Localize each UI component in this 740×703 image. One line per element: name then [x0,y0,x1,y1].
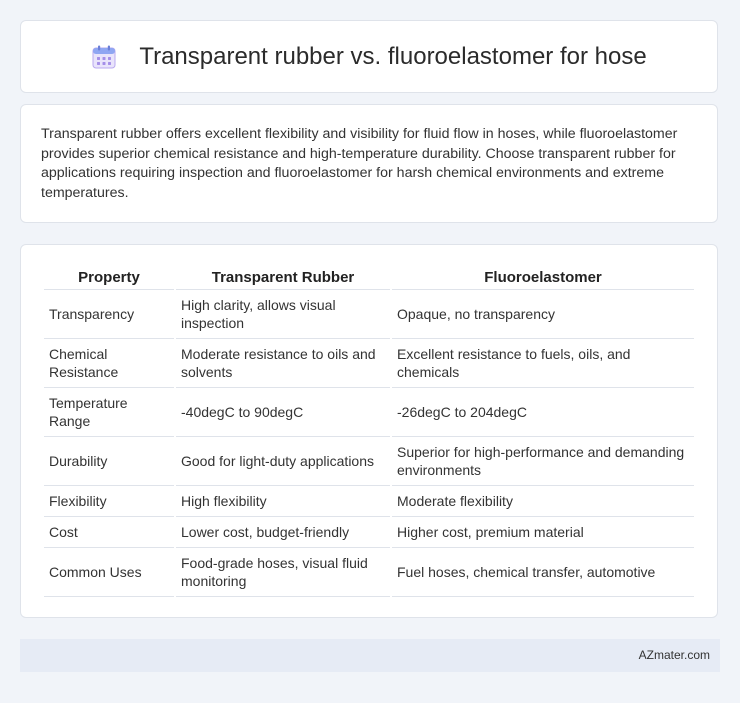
footer-brand: AZmater.com [638,648,710,662]
row-property: Temperature Range [44,388,174,437]
comparison-table-card [20,244,718,618]
header-transparent-rubber: Transparent Rubber [176,265,390,290]
table-row [44,388,694,437]
footer-bar [20,639,720,672]
table-row [44,517,694,548]
row-property: Durability [44,437,174,486]
title-card [20,20,718,93]
calendar-icon [91,44,117,70]
row-transparent-rubber: Good for light-duty applications [176,437,390,486]
row-transparent-rubber: Food-grade hoses, visual fluid monitoring [176,548,390,597]
row-property: Flexibility [44,486,174,517]
row-fluoroelastomer: -26degC to 204degC [392,388,694,437]
row-fluoroelastomer: Higher cost, premium material [392,517,694,548]
row-property: Common Uses [44,548,174,597]
table-row [44,339,694,388]
table-row [44,290,694,339]
row-property: Transparency [44,290,174,339]
row-transparent-rubber: Lower cost, budget-friendly [176,517,390,548]
header-fluoroelastomer: Fluoroelastomer [392,265,694,290]
page-title: Transparent rubber vs. fluoroelastomer for hose [139,42,647,70]
row-transparent-rubber: Moderate resistance to oils and solvents [176,339,390,388]
summary-card [20,104,718,223]
row-fluoroelastomer: Opaque, no transparency [392,290,694,339]
comparison-table [42,265,696,597]
row-fluoroelastomer: Fuel hoses, chemical transfer, automotive [392,548,694,597]
row-property: Chemical Resistance [44,339,174,388]
row-transparent-rubber: -40degC to 90degC [176,388,390,437]
table-row [44,437,694,486]
header-property: Property [44,265,174,290]
table-header-row [44,265,694,290]
row-property: Cost [44,517,174,548]
row-fluoroelastomer: Superior for high-performance and demanding environments [392,437,694,486]
table-row [44,486,694,517]
row-transparent-rubber: High flexibility [176,486,390,517]
row-fluoroelastomer: Moderate flexibility [392,486,694,517]
row-transparent-rubber: High clarity, allows visual inspection [176,290,390,339]
table-row [44,548,694,597]
summary-text: Transparent rubber offers excellent flexibility and visibility for fluid flow in hoses, while fluoroelastomer provides superior chemical resistance and high-temperature durability. Choose transparent rubber for applications requiring inspection and fluoroelastomer for harsh chemical environments and extreme temperatures. [41,126,678,201]
row-fluoroelastomer: Excellent resistance to fuels, oils, and chemicals [392,339,694,388]
